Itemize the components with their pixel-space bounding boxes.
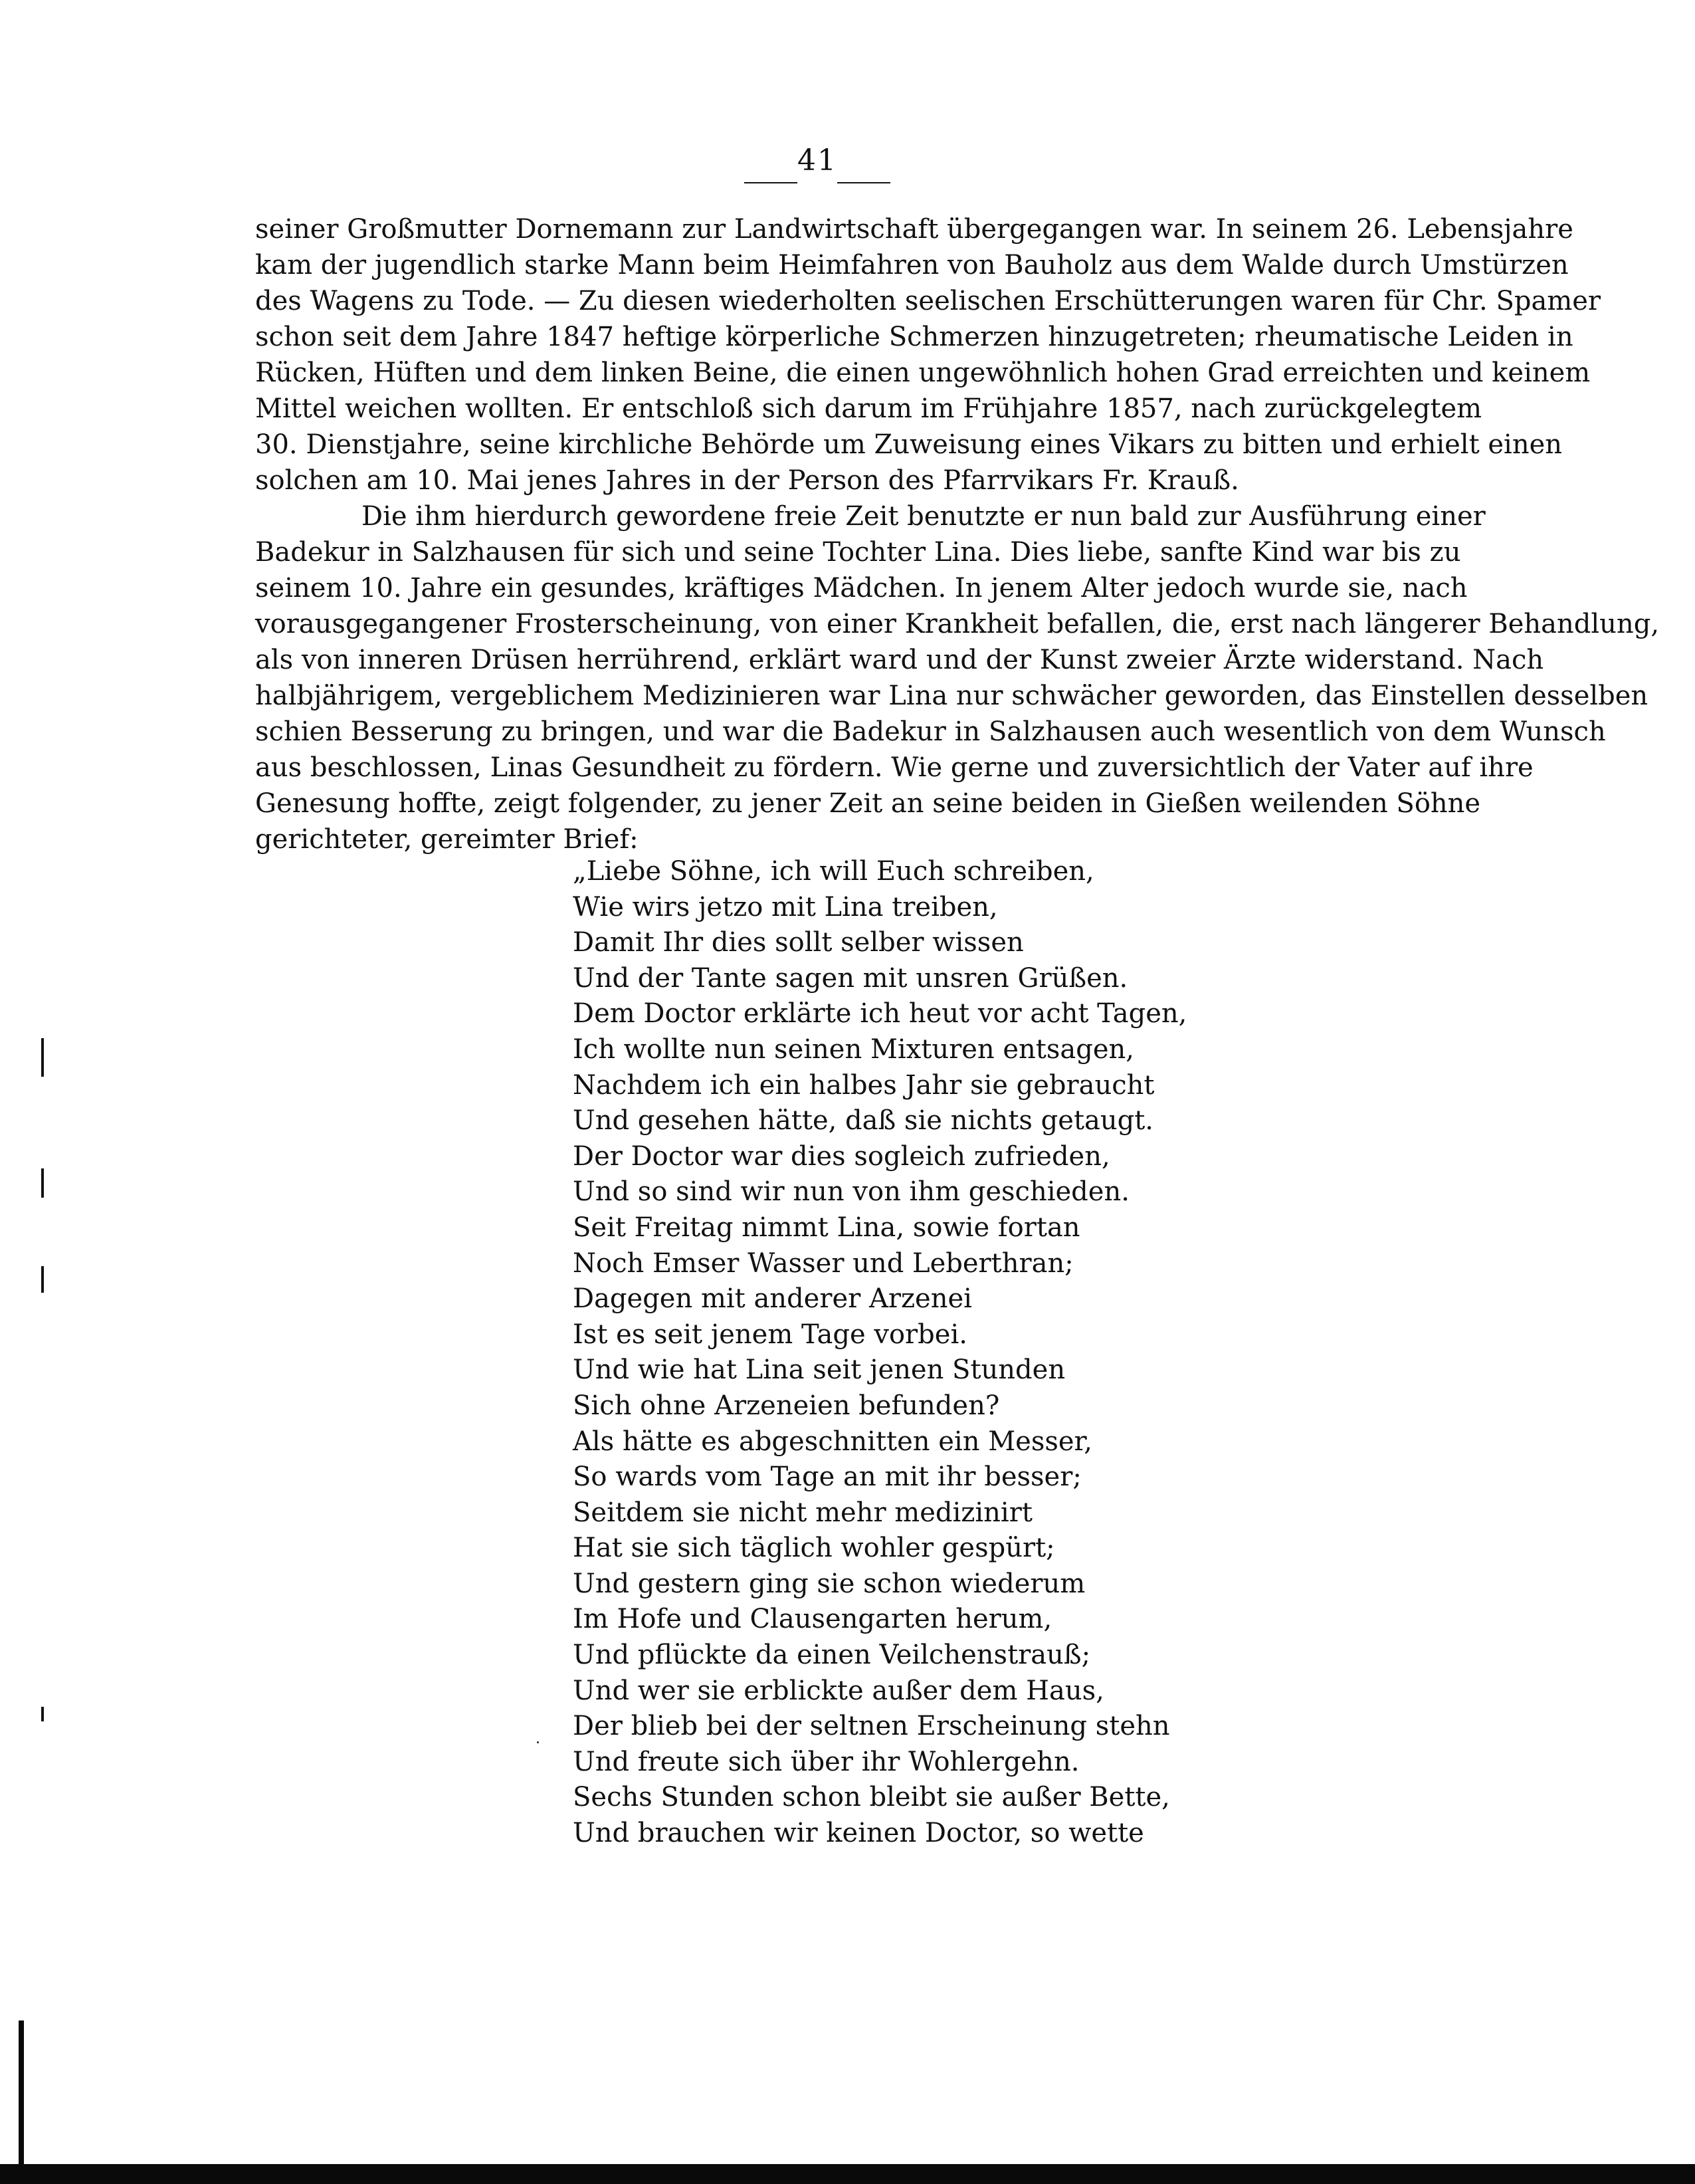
prose-line: 30. Dienstjahre, seine kirchliche Behörde um Zuweisung eines Vikars zu bitten und erhielt einen xyxy=(255,429,1563,460)
prose-line: des Wagens zu Tode. — Zu diesen wiederholten seelischen Erschütterungen waren für Chr. Spamer xyxy=(255,286,1601,316)
prose-line: Genesung hoffte, zeigt folgender, zu jener Zeit an seine beiden in Gießen weilenden Söhne xyxy=(255,788,1481,819)
verse-line: Dagegen mit anderer Arzenei xyxy=(573,1283,972,1315)
prose-line: schon seit dem Jahre 1847 heftige körperliche Schmerzen hinzugetreten; rheumatische Leiden in xyxy=(255,322,1573,352)
prose-line: seiner Großmutter Dornemann zur Landwirtschaft übergegangen war. In seinem 26. Lebensjahre xyxy=(255,214,1573,245)
verse-line: Dem Doctor erklärte ich heut vor acht Tagen, xyxy=(573,998,1187,1030)
verse-line: Seitdem sie nicht mehr medizinirt xyxy=(573,1497,1033,1528)
verse-line: Ich wollte nun seinen Mixturen entsagen, xyxy=(573,1034,1134,1065)
verse-line: Hat sie sich täglich wohler gespürt; xyxy=(573,1533,1055,1564)
verse-line: Ist es seit jenem Tage vorbei. xyxy=(573,1319,967,1350)
prose-line: halbjährigem, vergeblichem Medizinieren war Lina nur schwächer geworden, das Einstellen desselben xyxy=(255,681,1648,711)
prose-block xyxy=(255,211,1660,857)
prose-line: als von inneren Drüsen herrührend, erklärt ward und der Kunst zweier Ärzte widerstand. Nach xyxy=(255,645,1544,675)
verse-line: Nachdem ich ein halbes Jahr sie gebraucht xyxy=(573,1069,1155,1101)
scan-margin-mark xyxy=(41,1707,44,1721)
verse-line: Sechs Stunden schon bleibt sie außer Bette, xyxy=(573,1782,1170,1813)
prose-line: vorausgegangener Frosterscheinung, von einer Krankheit befallen, die, erst nach längerer Behandlung, xyxy=(255,609,1660,639)
prose-line: Rücken, Hüften und dem linken Beine, die einen ungewöhnlich hohen Grad erreichten und keinem xyxy=(255,358,1591,388)
scan-left-edge-bar xyxy=(19,2020,24,2184)
prose-line: schien Besserung zu bringen, und war die Badekur in Salzhausen auch wesentlich von dem Wunsch xyxy=(255,716,1606,747)
scan-margin-mark xyxy=(41,1038,44,1077)
page-number: 41 xyxy=(744,145,890,177)
verse-line: Und freute sich über ihr Wohlergehn. xyxy=(573,1746,1080,1777)
prose-line: Mittel weichen wollten. Er entschloß sich darum im Frühjahre 1857, nach zurückgelegtem xyxy=(255,393,1482,424)
verse-line: Und wie hat Lina seit jenen Stunden xyxy=(573,1355,1066,1386)
verse-line: Und pflückte da einen Veilchenstrauß; xyxy=(573,1640,1091,1671)
verse-line: Seit Freitag nimmt Lina, sowie fortan xyxy=(573,1212,1080,1243)
verse-line: Im Hofe und Clausengarten herum, xyxy=(573,1604,1052,1635)
scan-bottom-edge-bar xyxy=(0,2164,1695,2184)
verse-line: Und gestern ging sie schon wiederum xyxy=(573,1568,1086,1599)
verse-line: Und gesehen hätte, daß sie nichts getaugt. xyxy=(573,1105,1154,1137)
prose-line: Badekur in Salzhausen für sich und seine Tochter Lina. Dies liebe, sanfte Kind war bis zu xyxy=(255,537,1461,568)
verse-line: Als hätte es abgeschnitten ein Messer, xyxy=(573,1426,1092,1457)
prose-line: solchen am 10. Mai jenes Jahres in der Person des Pfarrvikars Fr. Krauß. xyxy=(255,465,1239,496)
verse-line: Der Doctor war dies sogleich zufrieden, xyxy=(573,1141,1110,1172)
scan-margin-mark xyxy=(41,1168,44,1198)
poem-block xyxy=(573,854,1237,1852)
verse-line: Noch Emser Wasser und Leberthran; xyxy=(573,1248,1074,1279)
prose-line: aus beschlossen, Linas Gesundheit zu fördern. Wie gerne und zuversichtlich der Vater auf ihre xyxy=(255,752,1534,783)
scan-speck xyxy=(537,1741,539,1743)
prose-line: gerichteter, gereimter Brief: xyxy=(255,824,639,855)
prose-line: seinem 10. Jahre ein gesundes, kräftiges Mädchen. In jenem Alter jedoch wurde sie, nach xyxy=(255,573,1468,603)
verse-line: „Liebe Söhne, ich will Euch schreiben, xyxy=(573,856,1094,887)
verse-line: Wie wirs jetzo mit Lina treiben, xyxy=(573,891,998,923)
verse-line: Sich ohne Arzeneien befunden? xyxy=(573,1390,1000,1421)
verse-line: Und brauchen wir keinen Doctor, so wette xyxy=(573,1818,1144,1849)
verse-line: Und wer sie erblickte außer dem Haus, xyxy=(573,1675,1104,1706)
verse-line: Und der Tante sagen mit unsren Grüßen. xyxy=(573,962,1128,994)
verse-line: Damit Ihr dies sollt selber wissen xyxy=(573,927,1024,958)
prose-line: kam der jugendlich starke Mann beim Heimfahren von Bauholz aus dem Walde durch Umstürzen xyxy=(255,250,1569,280)
scan-margin-mark xyxy=(41,1266,44,1293)
prose-line: Die ihm hierdurch gewordene freie Zeit benutzte er nun bald zur Ausführung einer xyxy=(361,501,1486,532)
verse-line: Und so sind wir nun von ihm geschieden. xyxy=(573,1176,1130,1208)
verse-line: Der blieb bei der seltnen Erscheinung stehn xyxy=(573,1711,1170,1742)
verse-line: So wards vom Tage an mit ihr besser; xyxy=(573,1462,1082,1493)
